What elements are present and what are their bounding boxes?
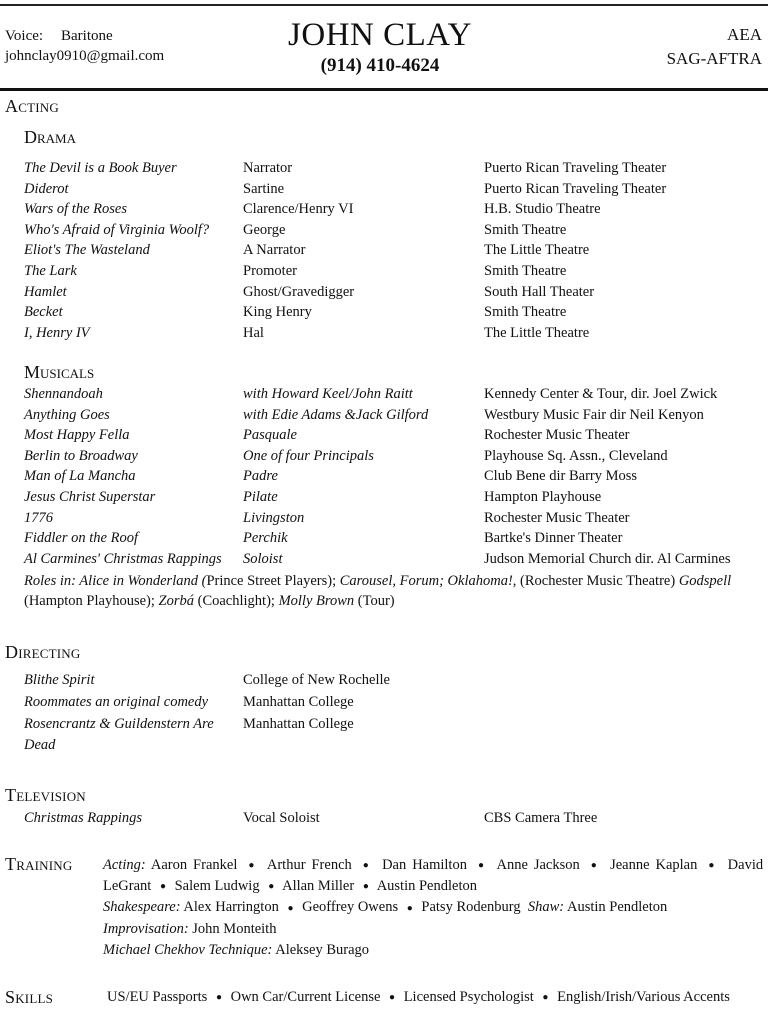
credit-role: Padre bbox=[243, 468, 278, 485]
training-shakespeare-shaw bbox=[103, 897, 763, 918]
training-chekhov-label: Michael Chekhov Technique: bbox=[103, 941, 273, 958]
training-shaw-label: Shaw: bbox=[527, 899, 565, 916]
credit-role: Ghost/Gravedigger bbox=[243, 283, 355, 300]
credit-venue: Bartke's Dinner Theater bbox=[484, 530, 623, 547]
roles-in-fragment: (Hampton Playhouse); bbox=[24, 593, 159, 609]
television-show: Christmas Rappings bbox=[24, 810, 143, 826]
credit-role: Pasquale bbox=[243, 427, 297, 444]
credit-role: with Howard Keel/John Raitt bbox=[243, 386, 413, 402]
credit-show: Man of La Mancha bbox=[24, 468, 136, 485]
credit-show: The Lark bbox=[24, 262, 77, 279]
subsection-musicals-heading: Musicals bbox=[24, 362, 95, 382]
credit-show: Wars of the Roses bbox=[24, 201, 127, 218]
roles-in-fragment: (Tour) bbox=[354, 593, 395, 609]
union-aea: AEA bbox=[727, 25, 762, 44]
section-training-heading: Training bbox=[5, 854, 73, 874]
training-block bbox=[103, 855, 763, 961]
acting-teacher: David LeGrant bbox=[103, 857, 764, 895]
section-television-heading: Television bbox=[5, 785, 86, 805]
directing-venue: College of New Rochelle bbox=[243, 672, 390, 688]
credit-show: Who's Afraid of Virginia Woolf? bbox=[24, 221, 210, 238]
acting-teacher: Allan Miller bbox=[282, 878, 355, 895]
skill-item: Own Car/Current License bbox=[230, 989, 381, 1005]
credit-show: Fiddler on the Roof bbox=[24, 530, 138, 547]
bullet-separator: ● bbox=[477, 860, 487, 872]
credit-venue: Smith Theatre bbox=[484, 262, 567, 279]
credit-venue: Hampton Playhouse bbox=[484, 488, 602, 505]
roles-in-fragment: Godspell bbox=[678, 573, 732, 589]
credit-venue: Playhouse Sq. Assn., Cleveland bbox=[484, 447, 668, 464]
credit-show: The Devil is a Book Buyer bbox=[24, 160, 177, 176]
section-directing-heading: Directing bbox=[5, 642, 81, 662]
subsection-drama-heading: Drama bbox=[24, 127, 77, 147]
credit-role: Narrator bbox=[243, 160, 293, 176]
credit-venue: Kennedy Center & Tour, dir. Joel Zwick bbox=[484, 386, 718, 402]
bullet-separator: ● bbox=[542, 992, 549, 1004]
roles-in-fragment: Prince Street Players); bbox=[206, 573, 340, 589]
acting-teacher: Salem Ludwig bbox=[174, 878, 260, 895]
credit-venue: Smith Theatre bbox=[484, 304, 567, 321]
shaw-teacher: Austin Pendleton bbox=[566, 899, 668, 916]
actor-name: JOHN CLAY bbox=[288, 17, 472, 53]
credit-venue: South Hall Theater bbox=[484, 283, 595, 300]
credit-venue: Puerto Rican Traveling Theater bbox=[484, 160, 667, 176]
bullet-separator: ● bbox=[389, 992, 396, 1004]
bullet-separator: ● bbox=[215, 992, 222, 1004]
bullet-separator: ● bbox=[248, 860, 257, 872]
training-improv-label: Improvisation: bbox=[103, 920, 189, 937]
skill-item: English/Irish/Various Accents bbox=[557, 989, 730, 1005]
credit-role: with Edie Adams &Jack Gilford bbox=[243, 406, 429, 423]
training-improv bbox=[103, 919, 763, 940]
credit-venue: Rochester Music Theater bbox=[484, 427, 630, 444]
credit-show: Most Happy Fella bbox=[24, 427, 130, 444]
skills-list bbox=[107, 989, 730, 1006]
top-border bbox=[0, 4, 768, 6]
credit-role: Promoter bbox=[243, 262, 297, 279]
header-contact bbox=[5, 26, 164, 66]
acting-teacher: Dan Hamilton bbox=[382, 857, 467, 873]
shakespeare-teachers bbox=[183, 899, 520, 915]
voice-value: Baritone bbox=[61, 28, 113, 44]
credit-show: Eliot's The Wasteland bbox=[24, 242, 150, 259]
credit-role: Perchik bbox=[243, 530, 288, 547]
directing-show: Roommates an original comedy bbox=[24, 694, 209, 710]
email-link[interactable]: johnclay0910@gmail.com bbox=[5, 48, 165, 64]
credit-venue: H.B. Studio Theatre bbox=[484, 201, 601, 218]
bullet-separator: ● bbox=[159, 881, 166, 893]
directing-venue: Manhattan College bbox=[243, 694, 354, 710]
acting-teacher: Aaron Frankel bbox=[150, 857, 238, 873]
credit-venue: Club Bene dir Barry Moss bbox=[484, 468, 638, 485]
roles-in-fragment: (Coachlight); bbox=[193, 593, 279, 609]
acting-teacher: Jeanne Kaplan bbox=[610, 857, 698, 873]
training-acting-label: Acting: bbox=[103, 857, 146, 873]
roles-in-paragraph bbox=[24, 571, 754, 611]
bullet-separator: ● bbox=[362, 881, 369, 893]
acting-teacher: Anne Jackson bbox=[496, 857, 580, 873]
training-chekhov bbox=[103, 940, 763, 961]
roles-in-fragment: Roles in: Alice in Wonderland ( bbox=[24, 573, 207, 589]
credit-venue: The Little Theatre bbox=[484, 242, 590, 259]
bullet-separator: ● bbox=[362, 860, 372, 872]
shakespeare-teacher: Patsy Rodenburg bbox=[421, 899, 521, 916]
credit-role: Sartine bbox=[243, 180, 285, 197]
shakespeare-teacher: Alex Harrington bbox=[183, 899, 279, 916]
acting-teachers bbox=[103, 857, 763, 894]
credit-role: Livingston bbox=[243, 509, 305, 526]
bullet-separator: ● bbox=[268, 881, 275, 893]
chekhov-teacher: Aleksey Burago bbox=[275, 941, 370, 958]
credit-venue: Westbury Music Fair dir Neil Kenyon bbox=[484, 406, 704, 423]
credit-show: Berlin to Broadway bbox=[24, 447, 138, 464]
roles-in-fragment: Carousel, Forum; Oklahoma!, bbox=[339, 573, 517, 589]
voice-line bbox=[5, 26, 164, 46]
skill-item: Licensed Psychologist bbox=[403, 989, 534, 1005]
credit-show: Diderot bbox=[24, 180, 69, 197]
header-divider bbox=[0, 88, 768, 91]
training-acting bbox=[103, 855, 763, 897]
section-skills-heading: Skills bbox=[5, 987, 54, 1007]
section-acting-heading: Acting bbox=[5, 96, 59, 116]
television-network: CBS Camera Three bbox=[484, 810, 598, 826]
bullet-separator: ● bbox=[590, 860, 600, 872]
header-name-block bbox=[230, 16, 530, 77]
directing-show: Rosencrantz & Guildenstern Are Dead bbox=[24, 716, 214, 753]
voice-label: Voice: bbox=[5, 28, 44, 44]
directing-venue: Manhattan College bbox=[243, 716, 354, 732]
credit-role: Hal bbox=[243, 324, 264, 341]
credit-role: Pilate bbox=[243, 488, 278, 505]
bullet-separator: ● bbox=[287, 902, 294, 914]
credit-venue: Smith Theatre bbox=[484, 221, 567, 238]
credit-role: One of four Principals bbox=[243, 447, 374, 464]
credit-show: Shennandoah bbox=[24, 386, 103, 402]
union-sag-aftra: SAG-AFTRA bbox=[666, 49, 762, 68]
credit-show: Anything Goes bbox=[24, 406, 110, 423]
credit-show: Al Carmines' Christmas Rappings bbox=[24, 550, 222, 567]
skill-item: US/EU Passports bbox=[107, 989, 208, 1005]
roles-in-fragment: Zorbá bbox=[158, 593, 194, 609]
credit-venue: Puerto Rican Traveling Theater bbox=[484, 180, 667, 197]
bullet-separator: ● bbox=[708, 860, 717, 872]
training-shakespeare-label: Shakespeare: bbox=[103, 899, 181, 916]
credit-role: Clarence/Henry VI bbox=[243, 201, 354, 218]
credit-venue: Judson Memorial Church dir. Al Carmines bbox=[484, 550, 731, 567]
credit-show: Hamlet bbox=[24, 283, 67, 300]
header-unions bbox=[667, 23, 762, 71]
acting-teacher: Austin Pendleton bbox=[376, 878, 477, 895]
improv-teacher: John Monteith bbox=[192, 920, 277, 937]
credit-show: Becket bbox=[24, 304, 63, 321]
directing-show: Blithe Spirit bbox=[24, 672, 95, 688]
credit-role: Soloist bbox=[243, 550, 283, 567]
roles-in-fragment: (Rochester Music Theatre) bbox=[516, 573, 679, 589]
shakespeare-teacher: Geoffrey Owens bbox=[302, 899, 399, 916]
bullet-separator: ● bbox=[406, 902, 413, 914]
credit-venue: Rochester Music Theater bbox=[484, 509, 630, 526]
credit-show: Jesus Christ Superstar bbox=[24, 488, 156, 505]
credit-role: King Henry bbox=[243, 304, 312, 321]
credit-show: 1776 bbox=[24, 509, 53, 526]
credit-show: I, Henry IV bbox=[24, 324, 90, 341]
television-role: Vocal Soloist bbox=[243, 810, 320, 826]
acting-teacher: Arthur French bbox=[266, 857, 352, 873]
phone-number: (914) 410-4624 bbox=[320, 55, 440, 76]
credit-role: George bbox=[243, 221, 286, 238]
credit-venue: The Little Theatre bbox=[484, 324, 590, 341]
roles-in-fragment: Molly Brown bbox=[278, 593, 355, 609]
credit-role: A Narrator bbox=[243, 242, 306, 259]
